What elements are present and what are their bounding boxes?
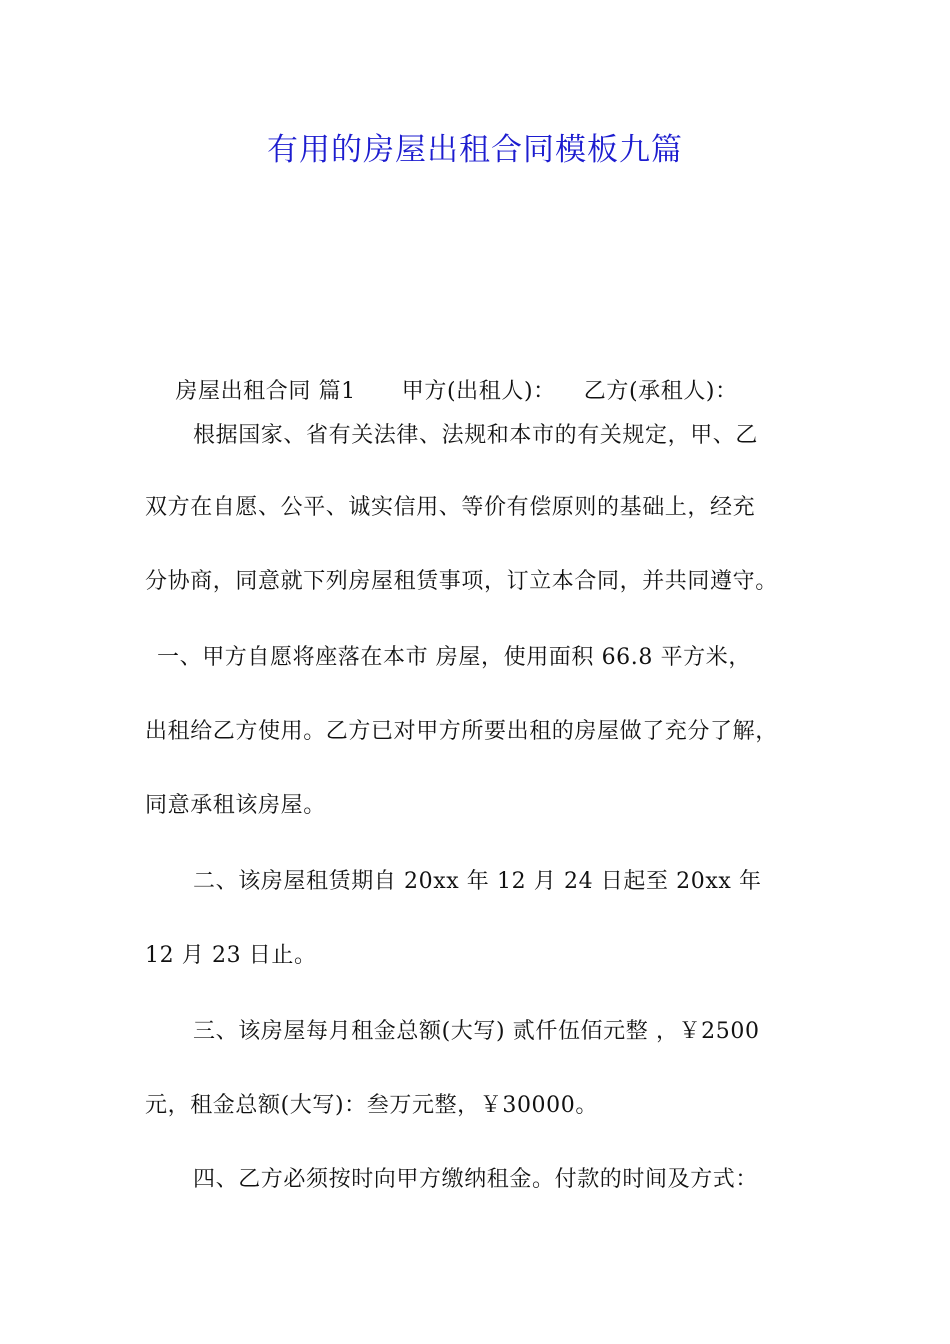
paragraph-line: 根据国家、省有关法律、法规和本市的有关规定，甲、乙 [193,423,759,448]
document-title: 有用的房屋出租合同模板九篇 [267,132,683,168]
party-a-label: 甲方(出租人)： [401,379,556,404]
clause-1-line: 一、甲方自愿将座落在本市 房屋，使用面积 66.8 平方米， [157,645,751,670]
paragraph-line: 双方在自愿、公平、诚实信用、等价有偿原则的基础上，经充 [145,495,756,520]
clause-1-line: 同意承租该房屋。 [145,793,326,818]
clause-3-line: 元，租金总额(大写)：叁万元整，￥30000。 [145,1093,598,1118]
clause-2-line: 二、该房屋租赁期自 20xx 年 12 月 24 日起至 20xx 年 [193,869,762,894]
clause-4-line: 四、乙方必须按时向甲方缴纳租金。付款的时间及方式： [193,1167,759,1192]
paragraph-line: 分协商，同意就下列房屋租赁事项，订立本合同，并共同遵守。 [145,569,778,594]
party-b-label: 乙方(承租人)： [583,379,738,404]
clause-1-line: 出租给乙方使用。乙方已对甲方所要出租的房屋做了充分了解， [145,719,778,744]
clause-2-line: 12 月 23 日止。 [145,943,317,968]
clause-3-line: 三、该房屋每月租金总额(大写) 贰仟伍佰元整 ，￥2500 [193,1019,760,1044]
contract-section-label: 房屋出租合同 篇1 [175,379,356,404]
